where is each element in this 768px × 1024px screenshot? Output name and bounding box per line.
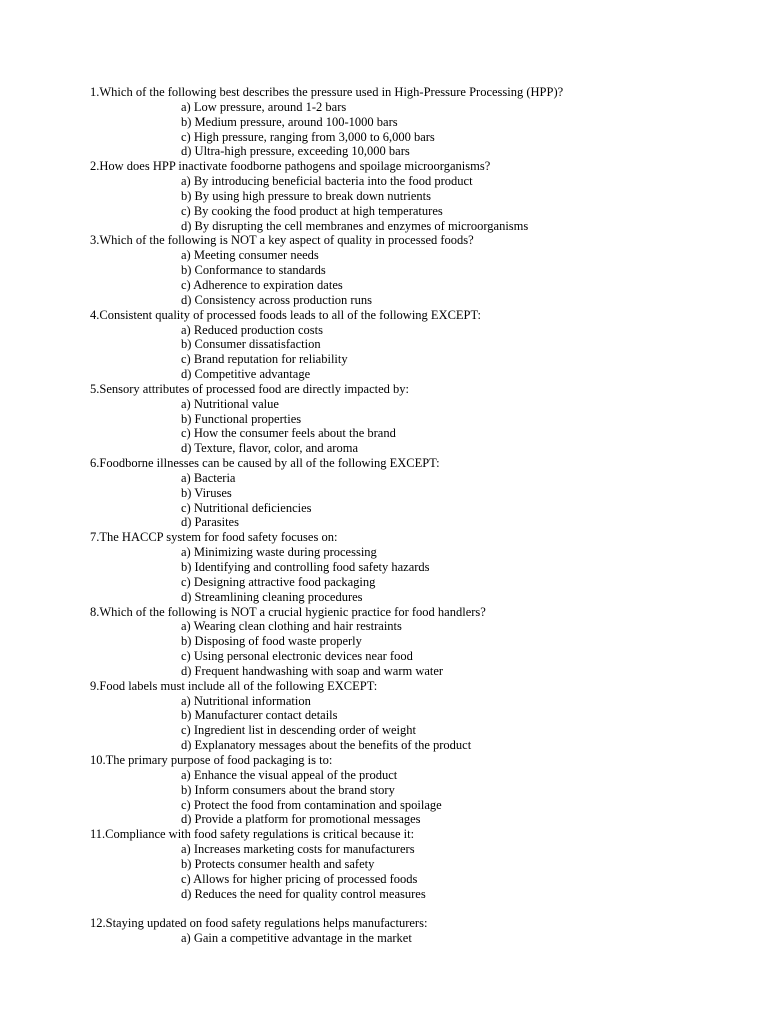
option-d: d) Ultra-high pressure, exceeding 10,000 bars <box>181 144 410 159</box>
option-b: b) Identifying and controlling food safety hazards <box>181 560 430 574</box>
question-5 <box>90 382 750 456</box>
option-d: d) Frequent handwashing with soap and warm water <box>181 663 444 678</box>
question-3 <box>90 233 750 307</box>
option-c: c) Nutritional deficiencies <box>181 500 312 515</box>
option-d: d) Reduces the need for quality control measures <box>181 886 426 901</box>
question-4 <box>90 308 750 382</box>
option-a: a) Reduced production costs <box>181 322 323 337</box>
paragraph-spacer <box>90 901 750 916</box>
question-text: 12.Staying updated on food safety regulations helps manufacturers: <box>90 916 428 931</box>
option-c: c) Using personal electronic devices near food <box>181 649 413 664</box>
question-text: 5.Sensory attributes of processed food are directly impacted by: <box>90 381 410 396</box>
option-b: b) Medium pressure, around 100-1000 bars <box>181 114 398 129</box>
option-b: b) Protects consumer health and safety <box>181 856 375 871</box>
option-b: b) Consumer dissatisfaction <box>181 337 321 352</box>
option-c: c) Protect the food from contamination and spoilage <box>181 797 442 812</box>
question-12 <box>90 916 750 946</box>
option-a: a) Nutritional information <box>181 693 311 708</box>
question-text: 4.Consistent quality of processed foods leads to all of the following EXCEPT: <box>90 307 481 322</box>
question-text: 6.Foodborne illnesses can be caused by all of the following EXCEPT: <box>90 456 440 471</box>
question-text: 10.The primary purpose of food packaging is to: <box>90 752 333 767</box>
option-b: b) Disposing of food waste properly <box>181 634 362 649</box>
option-c: c) Brand reputation for reliability <box>181 352 348 367</box>
option-b: b) Inform consumers about the brand story <box>181 782 395 797</box>
option-a: a) Meeting consumer needs <box>181 248 319 263</box>
option-c: c) How the consumer feels about the brand <box>181 426 396 441</box>
question-11 <box>90 827 750 901</box>
option-a: a) Enhance the visual appeal of the product <box>181 767 398 782</box>
option-d: d) By disrupting the cell membranes and enzymes of microorganisms <box>181 218 529 233</box>
option-d: d) Competitive advantage <box>181 367 311 382</box>
question-9 <box>90 679 750 753</box>
option-d: d) Provide a platform for promotional messages <box>181 812 421 827</box>
option-d: d) Consistency across production runs <box>181 292 372 307</box>
question-text: 11.Compliance with food safety regulations is critical because it: <box>90 827 415 842</box>
question-text: 7.The HACCP system for food safety focuses on: <box>90 530 338 545</box>
option-c: c) Ingredient list in descending order of weight <box>181 723 416 738</box>
option-a: a) Nutritional value <box>181 396 279 411</box>
option-c: c) High pressure, ranging from 3,000 to 6,000 bars <box>181 129 435 144</box>
question-text: 8.Which of the following is NOT a crucial hygienic practice for food handlers? <box>90 604 486 619</box>
option-b: b) By using high pressure to break down nutrients <box>181 188 431 203</box>
question-2 <box>90 159 750 233</box>
question-8 <box>90 605 750 679</box>
option-c: c) Adherence to expiration dates <box>181 277 343 292</box>
question-text: 3.Which of the following is NOT a key aspect of quality in processed foods? <box>90 233 474 248</box>
option-b: b) Functional properties <box>181 411 302 426</box>
question-text: 9.Food labels must include all of the following EXCEPT: <box>90 678 378 693</box>
option-a: a) Gain a competitive advantage in the market <box>181 931 412 946</box>
question-6 <box>90 456 750 530</box>
option-d: d) Streamlining cleaning procedures <box>181 589 363 604</box>
option-a: a) Wearing clean clothing and hair restraints <box>181 619 402 634</box>
option-a: a) Minimizing waste during processing <box>181 545 377 560</box>
question-1 <box>90 85 750 159</box>
question-list <box>90 85 750 946</box>
option-d: d) Texture, flavor, color, and aroma <box>181 441 358 456</box>
question-10 <box>90 753 750 827</box>
option-c: c) Designing attractive food packaging <box>181 574 376 589</box>
question-text: 1.Which of the following best describes the pressure used in High-Pressure Processing (HPP)? <box>90 85 564 99</box>
option-c: c) By cooking the food product at high temperatures <box>181 203 443 218</box>
option-b: b) Viruses <box>181 485 232 500</box>
option-b: b) Conformance to standards <box>181 263 326 278</box>
option-a: a) Low pressure, around 1-2 bars <box>181 99 347 114</box>
option-b: b) Manufacturer contact details <box>181 708 338 723</box>
question-7 <box>90 530 750 604</box>
option-a: a) Bacteria <box>181 470 236 485</box>
option-d: d) Parasites <box>181 515 239 530</box>
option-d: d) Explanatory messages about the benefits of the product <box>181 738 472 753</box>
option-a: a) Increases marketing costs for manufacturers <box>181 842 415 857</box>
option-a: a) By introducing beneficial bacteria into the food product <box>181 174 473 189</box>
option-c: c) Allows for higher pricing of processed foods <box>181 871 418 886</box>
question-text: 2.How does HPP inactivate foodborne pathogens and spoilage microorganisms? <box>90 159 491 174</box>
